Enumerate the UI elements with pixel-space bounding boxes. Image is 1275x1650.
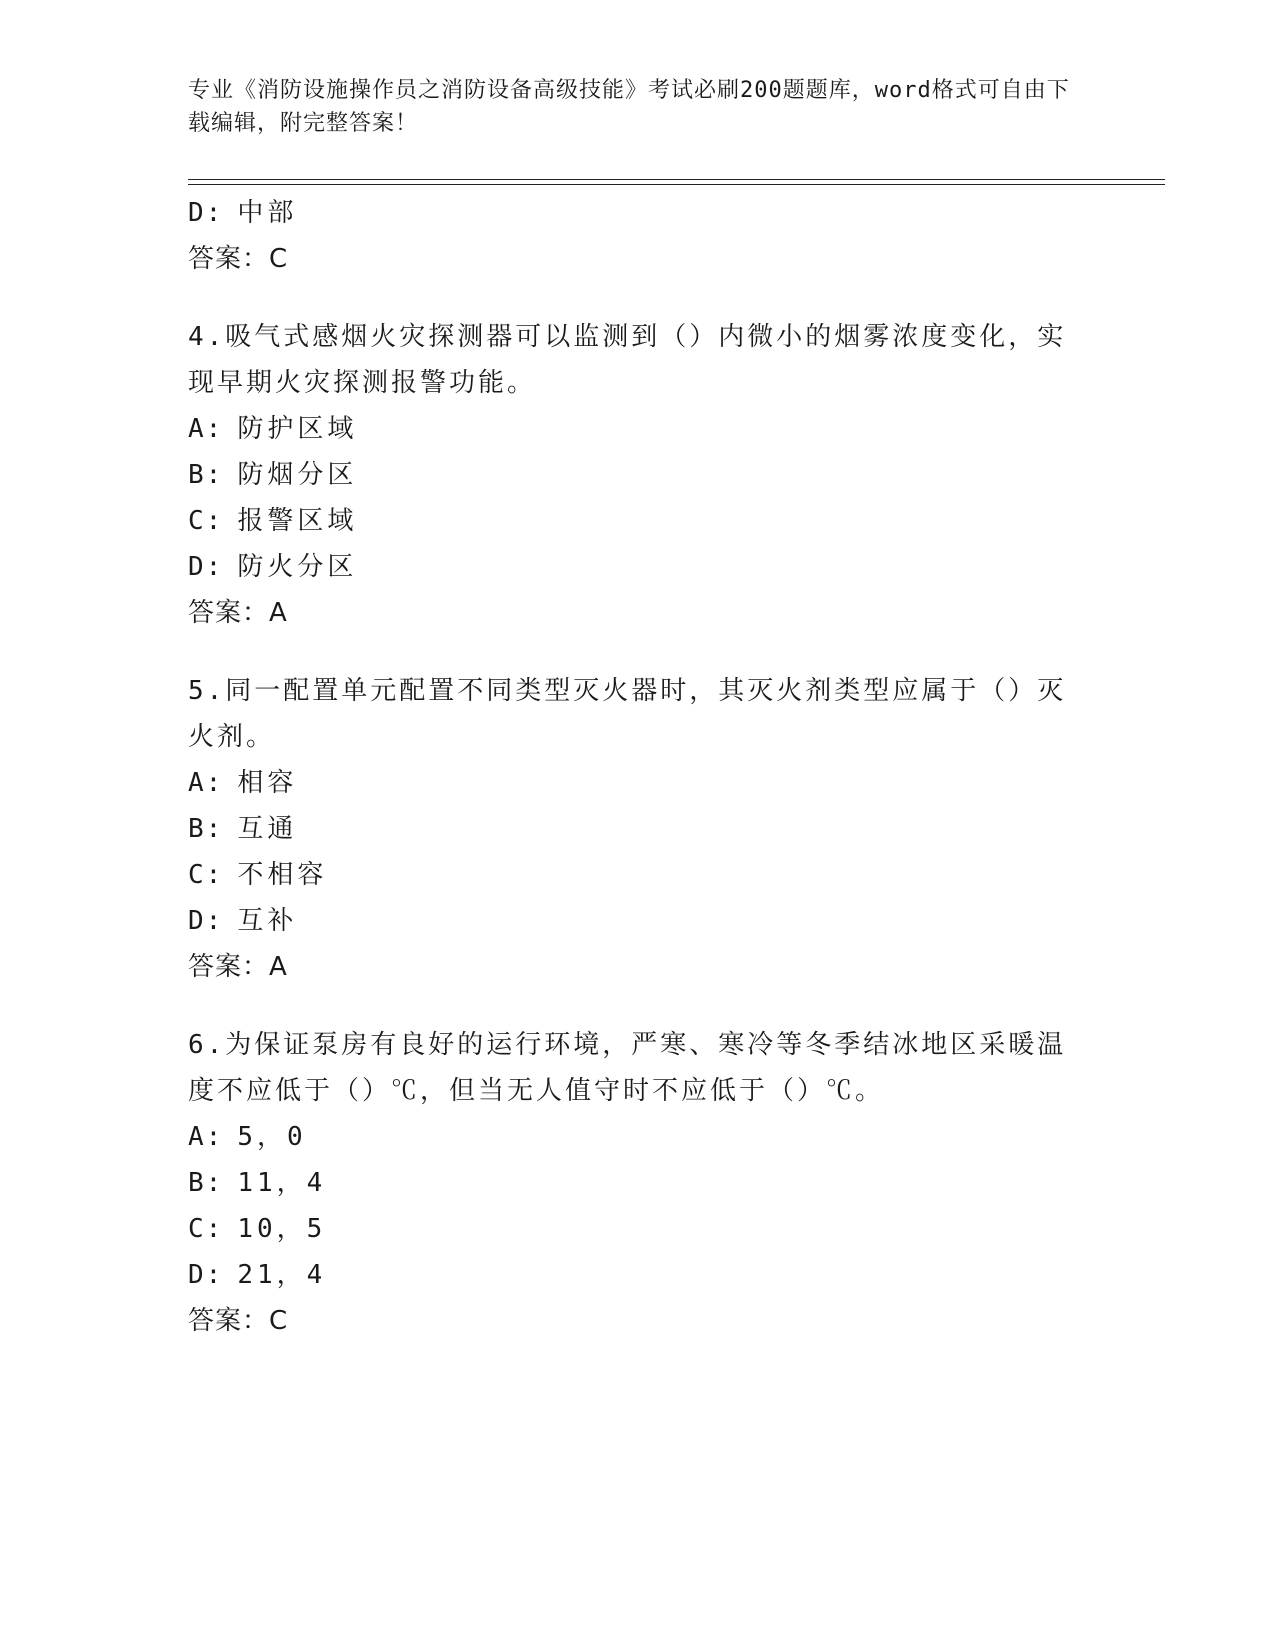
option-a xyxy=(188,760,1068,806)
option-text: 中部 xyxy=(237,198,298,228)
answer: 答案：C xyxy=(188,244,289,274)
header-rule-top xyxy=(188,179,1165,180)
option-label: A: xyxy=(188,414,224,444)
page-header xyxy=(188,74,1078,140)
header-rule-bottom xyxy=(188,184,1165,185)
option-d xyxy=(188,190,1068,236)
option-label: D: xyxy=(188,198,224,228)
option-text: 11，4 xyxy=(237,1168,327,1198)
question-stem: 5.同一配置单元配置不同类型灭火器时，其灭火剂类型应属于（）灭火剂。 xyxy=(188,676,1067,752)
option-label: D: xyxy=(188,552,224,582)
question-stem: 4.吸气式感烟火灾探测器可以监测到（）内微小的烟雾浓度变化，实现早期火灾探测报警功能。 xyxy=(188,322,1067,398)
option-label: A: xyxy=(188,768,224,798)
option-text: 不相容 xyxy=(237,860,328,890)
answer: 答案：A xyxy=(188,598,288,628)
option-c xyxy=(188,1206,1068,1252)
option-text: 防火分区 xyxy=(237,552,358,582)
option-label: B: xyxy=(188,814,224,844)
option-text: 互通 xyxy=(237,814,298,844)
option-label: D: xyxy=(188,906,224,936)
question-stem: 6.为保证泵房有良好的运行环境，严寒、寒冷等冬季结冰地区采暖温度不应低于（）℃，但当无人值守时不应低于（）℃。 xyxy=(188,1030,1067,1106)
answer: 答案：A xyxy=(188,952,288,982)
option-label: C: xyxy=(188,1214,224,1244)
option-text: 报警区域 xyxy=(237,506,358,536)
question-5 xyxy=(188,668,1068,990)
option-label: A: xyxy=(188,1122,224,1152)
option-d xyxy=(188,1252,1068,1298)
option-label: C: xyxy=(188,860,224,890)
option-text: 21，4 xyxy=(237,1260,327,1290)
question-list xyxy=(188,190,1068,1344)
option-b xyxy=(188,806,1068,852)
option-text: 相容 xyxy=(237,768,298,798)
option-c xyxy=(188,498,1068,544)
option-d xyxy=(188,898,1068,944)
option-label: B: xyxy=(188,460,224,490)
option-a xyxy=(188,406,1068,452)
option-text: 防烟分区 xyxy=(237,460,358,490)
option-b xyxy=(188,452,1068,498)
question-6 xyxy=(188,1022,1068,1344)
option-a xyxy=(188,1114,1068,1160)
answer: 答案：C xyxy=(188,1306,289,1336)
option-c xyxy=(188,852,1068,898)
option-b xyxy=(188,1160,1068,1206)
option-label: D: xyxy=(188,1260,224,1290)
option-text: 防护区域 xyxy=(237,414,358,444)
option-text: 5，0 xyxy=(237,1122,307,1152)
option-text: 10，5 xyxy=(237,1214,327,1244)
question-3-fragment xyxy=(188,190,1068,282)
question-4 xyxy=(188,314,1068,636)
option-text: 互补 xyxy=(237,906,298,936)
option-label: C: xyxy=(188,506,224,536)
option-label: B: xyxy=(188,1168,224,1198)
document-title: 专业《消防设施操作员之消防设备高级技能》考试必刷200题题库，word格式可自由下载编辑，附完整答案！ xyxy=(188,78,1070,136)
option-d xyxy=(188,544,1068,590)
